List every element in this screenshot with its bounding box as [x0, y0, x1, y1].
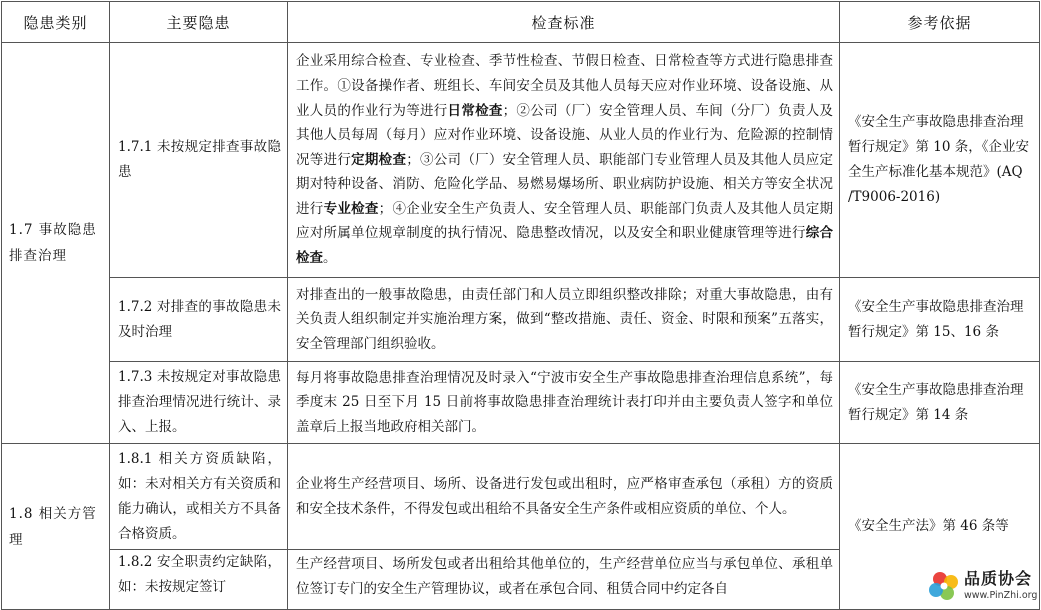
hazard-cell: 1.7.2 对排查的事故隐患未及时治理 [110, 278, 288, 362]
pinwheel-logo-icon [928, 570, 962, 602]
table-row [2, 278, 1040, 362]
table-header-row [2, 2, 1040, 43]
standard-cell: 企业将生产经营项目、场所、设备进行发包或出租时，应严格审查承包（承租）方的资质和安全技术条件，不得发包或出租给不具备安全生产条件或相应资质的单位、个人。 [288, 444, 840, 550]
bold-term: 定期检查 [351, 151, 407, 168]
hazard-cell: 1.8.1 相关方资质缺陷，如：未对相关方有关资质和能力确认，或相关方不具备合格资质。 [110, 444, 288, 550]
category-cell: 1.8 相关方管理 [2, 444, 110, 610]
bold-term: 日常检查 [447, 102, 503, 119]
table-row [2, 43, 1040, 278]
table-row [2, 444, 1040, 550]
basis-cell: 《安全生产事故隐患排查治理暂行规定》第 10 条，《企业安全生产标准化基本规范》(AQ /T9006-2016) [840, 43, 1040, 278]
table-row [2, 362, 1040, 444]
hazard-cell: 1.7.3 未按规定对事故隐患排查治理情况进行统计、录入、上报。 [110, 362, 288, 444]
header-standard: 检查标准 [288, 2, 840, 43]
basis-cell: 《安全生产法》第 46 条等 [840, 444, 1040, 610]
hazard-cell: 1.7.1 未按规定排查事故隐患 [110, 43, 288, 278]
standard-cell: 生产经营项目、场所发包或者出租给其他单位的，生产经营单位应当与承包单位、承租单位签订专门的安全生产管理协议，或者在承包合同、租赁合同中约定各自 [288, 550, 840, 610]
bold-term: 专业检查 [323, 200, 379, 217]
standard-cell: 企业采用综合检查、专业检查、季节性检查、节假日检查、日常检查等方式进行隐患排查工作。①设备操作者、班组长、车间安全员及其他人员每天应对作业环境、设备设施、从业人员的作业行为等进行日常检查；②公司（厂）安全管理人员、车间（分厂）负责人及其他人员每周（每月）应对作业环境、设备设施、从业人员的作业行为、危险源的控制情况等进行定期检查；③公司（厂）安全管理人员、职能部门专业管理人员及其他人员应定期对特种设备、消防、危险化学品、易燃易爆场所、职业病防护设施、相关方等安全状况进行专业检查；④企业安全生产负责人、安全管理人员、职能部门负责人及其他人员定期应对所属单位规章制度的执行情况、隐患整改情况，以及安全和职业健康管理等进行综合检查。 [288, 43, 840, 278]
basis-cell: 《安全生产事故隐患排查治理暂行规定》第 15、16 条 [840, 278, 1040, 362]
header-main-hazard: 主要隐患 [110, 2, 288, 43]
watermark-url: www.PinZhi.org [964, 590, 1038, 601]
hazard-cell: 1.8.2 安全职责约定缺陷，如：未按规定签订 [110, 550, 288, 610]
header-category: 隐患类别 [2, 2, 110, 43]
category-cell: 1.7 事故隐患排查治理 [2, 43, 110, 444]
standard-cell: 每月将事故隐患排查治理情况及时录入“宁波市安全生产事故隐患排查治理信息系统”，每季度末 25 日至下月 15 日前将事故隐患排查治理统计表打印并由主要负责人签字和单位盖章后上报当地政府相关部门。 [288, 362, 840, 444]
hazard-table [1, 1, 1040, 610]
watermark-name: 品质协会 [964, 569, 1033, 588]
standard-cell: 对排查出的一般事故隐患，由责任部门和人员立即组织整改排除；对重大事故隐患，由有关负责人组织制定并实施治理方案，做到“整改措施、责任、资金、时限和预案”五落实，安全管理部门组织验收。 [288, 278, 840, 362]
bold-term: 综合检查 [296, 225, 834, 267]
basis-cell: 《安全生产事故隐患排查治理暂行规定》第 14 条 [840, 362, 1040, 444]
header-basis: 参考依据 [840, 2, 1040, 43]
watermark-logo [928, 566, 1038, 606]
